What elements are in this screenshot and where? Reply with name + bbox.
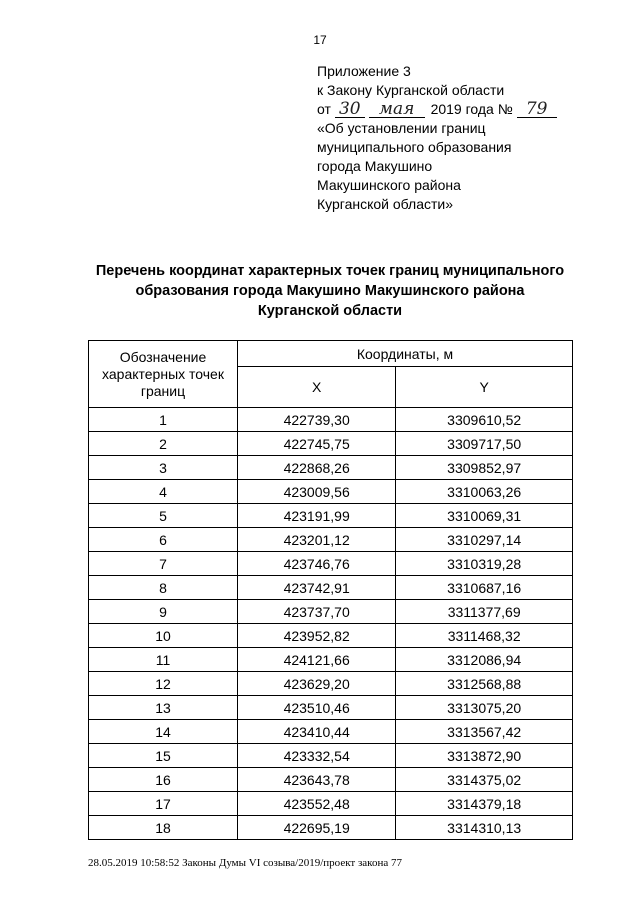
x-coordinate-cell: 423742,91 — [238, 576, 396, 600]
point-number-cell: 9 — [89, 600, 238, 624]
y-coordinate-cell: 3312568,88 — [396, 672, 573, 696]
x-coordinate-cell: 423201,12 — [238, 528, 396, 552]
table-row — [89, 456, 573, 480]
table-row — [89, 432, 573, 456]
footer-meta: 28.05.2019 10:58:52 Законы Думы VI созыва/2019/проект закона 77 — [88, 857, 402, 869]
table-row — [89, 744, 573, 768]
handwritten-month: мая — [369, 101, 425, 118]
table-row — [89, 480, 573, 504]
point-number-cell: 4 — [89, 480, 238, 504]
point-number-cell: 7 — [89, 552, 238, 576]
header-designation: Обозначение характерных точек границ — [89, 341, 238, 408]
x-coordinate-cell: 423746,76 — [238, 552, 396, 576]
appendix-line-2: к Закону Курганской области — [317, 82, 505, 98]
appendix-line-7: Макушинского района — [317, 177, 461, 193]
date-prefix: от — [317, 101, 331, 117]
title-line-2: образования города Макушино Макушинского района — [135, 283, 525, 299]
y-coordinate-cell: 3314310,13 — [396, 816, 573, 840]
y-coordinate-cell: 3310319,28 — [396, 552, 573, 576]
y-coordinate-cell: 3314379,18 — [396, 792, 573, 816]
handwritten-law-number: 79 — [517, 101, 557, 118]
coordinates-table-body — [89, 408, 573, 840]
point-number-cell: 5 — [89, 504, 238, 528]
x-coordinate-cell: 423191,99 — [238, 504, 396, 528]
y-coordinate-cell: 3309717,50 — [396, 432, 573, 456]
x-coordinate-cell: 422739,30 — [238, 408, 396, 432]
header-coordinates: Координаты, м — [238, 341, 573, 367]
y-coordinate-cell: 3310297,14 — [396, 528, 573, 552]
page-number: 17 — [313, 33, 327, 47]
y-coordinate-cell: 3310063,26 — [396, 480, 573, 504]
y-coordinate-cell: 3309852,97 — [396, 456, 573, 480]
title-line-3: Курганской области — [257, 303, 403, 319]
x-coordinate-cell: 423410,44 — [238, 720, 396, 744]
y-coordinate-cell: 3313075,20 — [396, 696, 573, 720]
point-number-cell: 1 — [89, 408, 238, 432]
point-number-cell: 14 — [89, 720, 238, 744]
table-row — [89, 696, 573, 720]
y-coordinate-cell: 3311468,32 — [396, 624, 573, 648]
y-coordinate-cell: 3311377,69 — [396, 600, 573, 624]
table-row — [89, 720, 573, 744]
y-coordinate-cell: 3310687,16 — [396, 576, 573, 600]
table-row — [89, 576, 573, 600]
header-x: X — [238, 367, 396, 408]
y-coordinate-cell: 3313872,90 — [396, 744, 573, 768]
point-number-cell: 18 — [89, 816, 238, 840]
x-coordinate-cell: 424121,66 — [238, 648, 396, 672]
y-coordinate-cell: 3312086,94 — [396, 648, 573, 672]
table-row — [89, 648, 573, 672]
point-number-cell: 8 — [89, 576, 238, 600]
y-coordinate-cell: 3310069,31 — [396, 504, 573, 528]
appendix-line-4: «Об установлении границ — [317, 120, 486, 136]
table-row — [89, 504, 573, 528]
x-coordinate-cell: 422745,75 — [238, 432, 396, 456]
point-number-cell: 16 — [89, 768, 238, 792]
header-y: Y — [396, 367, 573, 408]
point-number-cell: 15 — [89, 744, 238, 768]
coordinates-table — [88, 340, 573, 840]
appendix-date-line — [317, 100, 617, 119]
table-row — [89, 792, 573, 816]
document-title — [60, 261, 600, 321]
y-coordinate-cell: 3314375,02 — [396, 768, 573, 792]
appendix-line-1: Приложение 3 — [317, 63, 411, 79]
point-number-cell: 2 — [89, 432, 238, 456]
point-number-cell: 3 — [89, 456, 238, 480]
point-number-cell: 13 — [89, 696, 238, 720]
x-coordinate-cell: 423643,78 — [238, 768, 396, 792]
table-row — [89, 552, 573, 576]
y-coordinate-cell: 3309610,52 — [396, 408, 573, 432]
appendix-line-5: муниципального образования — [317, 139, 512, 155]
table-row — [89, 672, 573, 696]
x-coordinate-cell: 423510,46 — [238, 696, 396, 720]
x-coordinate-cell: 423737,70 — [238, 600, 396, 624]
x-coordinate-cell: 422695,19 — [238, 816, 396, 840]
appendix-header — [317, 62, 617, 214]
x-coordinate-cell: 423332,54 — [238, 744, 396, 768]
table-row — [89, 528, 573, 552]
appendix-line-6: города Макушино — [317, 158, 433, 174]
table-row — [89, 816, 573, 840]
point-number-cell: 12 — [89, 672, 238, 696]
x-coordinate-cell: 422868,26 — [238, 456, 396, 480]
table-row — [89, 624, 573, 648]
point-number-cell: 10 — [89, 624, 238, 648]
handwritten-day: 30 — [335, 101, 365, 118]
appendix-line-8: Курганской области» — [317, 196, 454, 212]
x-coordinate-cell: 423009,56 — [238, 480, 396, 504]
table-row — [89, 768, 573, 792]
point-number-cell: 11 — [89, 648, 238, 672]
title-line-1: Перечень координат характерных точек границ муниципального — [95, 263, 565, 279]
point-number-cell: 17 — [89, 792, 238, 816]
date-year-text: 2019 года № — [430, 101, 513, 117]
table-row — [89, 408, 573, 432]
x-coordinate-cell: 423629,20 — [238, 672, 396, 696]
x-coordinate-cell: 423952,82 — [238, 624, 396, 648]
x-coordinate-cell: 423552,48 — [238, 792, 396, 816]
y-coordinate-cell: 3313567,42 — [396, 720, 573, 744]
table-row — [89, 600, 573, 624]
point-number-cell: 6 — [89, 528, 238, 552]
